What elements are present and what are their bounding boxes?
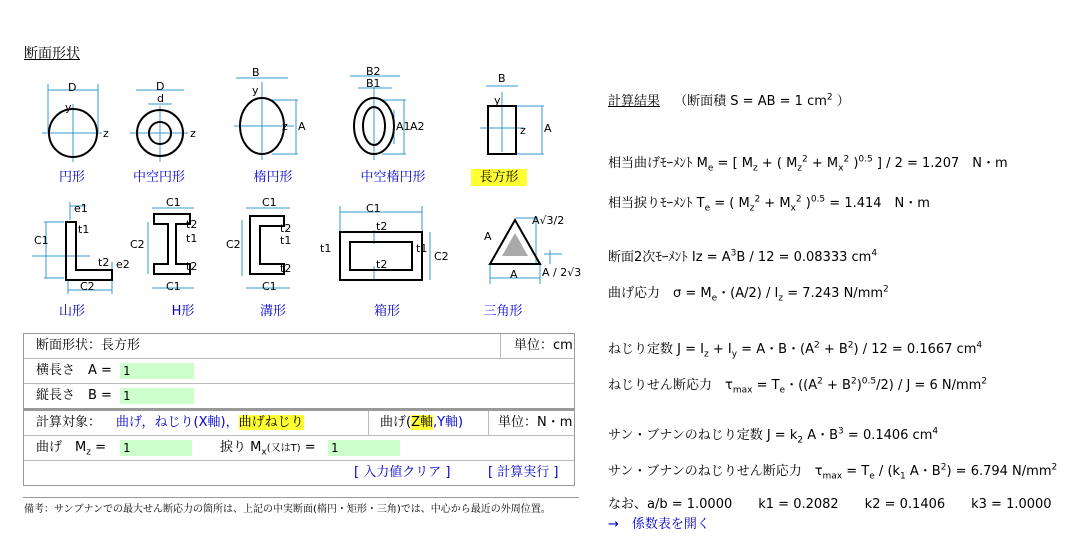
area-sup: 2 <box>826 92 833 103</box>
bend-moment-sub: z <box>86 447 91 458</box>
calc-target-label: 計算対象： <box>36 415 102 430</box>
dim-label: y <box>65 101 72 114</box>
shape-hollow-ellipse[interactable]: 中空楕円形 <box>360 170 426 185</box>
dim-label: A <box>484 230 492 243</box>
dim-label: t2 <box>98 256 110 269</box>
dim-label: C1 <box>262 196 277 209</box>
shape-rectangle[interactable] <box>444 166 554 185</box>
dim-label: B2 <box>366 65 381 78</box>
bending-stress: 曲げ応力 $\sigma = M_e$・$(A/2) / I_z = 7.243$ $N/mm^2$ <box>608 284 889 304</box>
clear-input-button[interactable]: [ 入力値クリア ] <box>354 465 451 480</box>
selected-shape-label: 断面形状：長方形 <box>36 338 141 353</box>
dim-label: A√3/2 <box>532 214 565 227</box>
dim-label: t2 <box>376 258 388 271</box>
shape-box[interactable]: 箱形 <box>373 304 400 319</box>
shape-channel[interactable]: 溝形 <box>259 304 286 319</box>
dim-label: A <box>298 120 306 133</box>
torsion-shear-stress: ねじりせん断応力 $\tau_{max} = T_e$・$((A^2 + B^2)^{0.5}/2) / J = 6$ $N/mm^2$ <box>608 376 988 396</box>
dim-label: B <box>252 66 260 79</box>
dim-label: C2 <box>434 250 449 263</box>
calc-option-bend-torsion[interactable]: 曲げねじり <box>238 415 304 430</box>
bend-moment-input[interactable] <box>120 440 192 456</box>
calc-sep: ， <box>225 415 239 430</box>
dim-label: C2 <box>130 238 145 251</box>
triangle-figure[interactable] <box>476 200 592 290</box>
dim-label: t1 <box>78 223 90 236</box>
bend-axis-z[interactable]: Z軸 <box>411 415 433 430</box>
dim-label: B1 <box>366 77 381 90</box>
divider <box>23 497 579 498</box>
coefficient-line: なお、a/b = 1.0000 k1 = 0.2082 k2 = 0.1406 k3 = 1.0000 <box>608 497 1052 512</box>
dim-label: t1 <box>280 234 292 247</box>
dim-label: z <box>190 127 196 140</box>
calc-option-bend[interactable]: 曲げ <box>116 415 142 430</box>
torsion-moment-label: 捩り M <box>220 440 262 455</box>
dim-label: t2 <box>186 218 198 231</box>
shape-hollow-circle[interactable]: 中空円形 <box>132 170 185 185</box>
width-input[interactable] <box>120 363 194 379</box>
dim-label: A1 <box>396 120 411 133</box>
shape-h-beam[interactable]: H形 <box>171 304 195 319</box>
height-input[interactable] <box>120 388 194 404</box>
dim-label: C1 <box>166 280 181 293</box>
section-title: 断面形状 <box>24 46 80 62</box>
input-form <box>23 333 575 486</box>
dim-label: t2 <box>186 260 198 273</box>
shape-circle[interactable]: 円形 <box>58 170 85 185</box>
dim-label: A <box>510 268 518 281</box>
calc-option-torsion[interactable]: ねじり(X軸) <box>154 415 226 430</box>
dim-label: C2 <box>80 280 95 293</box>
circle-figure[interactable] <box>40 80 120 160</box>
unit-nm-label: 単位：N・m <box>498 415 573 430</box>
area-close: ） <box>832 94 850 109</box>
action-row <box>24 461 574 485</box>
channel-figure[interactable] <box>224 196 314 296</box>
bend-axis-prefix: 曲げ( <box>380 415 412 430</box>
dim-label: z <box>520 124 526 137</box>
shape-angle[interactable]: 山形 <box>58 304 85 319</box>
height-row <box>24 384 574 411</box>
shape-triangle[interactable]: 三角形 <box>483 304 523 319</box>
calc-sep: ， <box>141 415 155 430</box>
hollow-ellipse-figure[interactable] <box>346 65 436 160</box>
dim-label: t2 <box>280 262 292 275</box>
dim-label: C1 <box>366 202 381 215</box>
rectangle-figure[interactable] <box>476 72 556 160</box>
bend-axis-y[interactable]: ,Y軸) <box>432 415 464 430</box>
dim-label: t1 <box>320 242 332 255</box>
dim-label: A2 <box>410 120 425 133</box>
dim-label: C2 <box>226 238 241 251</box>
dim-label: D <box>156 80 165 93</box>
dim-label: z <box>103 127 109 140</box>
dim-label: B <box>498 72 506 85</box>
torsion-constant: ねじり定数 $J = I_z + I_y = A$・B・$(A^2 + B^2) / 12 = 0.1667$ $cm^4$ <box>608 340 983 360</box>
dim-label: t2 <box>280 222 292 235</box>
execute-button[interactable]: [ 計算実行 ] <box>488 465 559 480</box>
area-note: （断面積 S = AB = 1 cm <box>674 94 827 109</box>
moment-row <box>24 436 574 461</box>
h-beam-figure[interactable] <box>128 196 218 296</box>
results-header <box>608 90 850 109</box>
results-heading: 計算結果 <box>608 94 661 109</box>
calc-target-row <box>24 411 574 436</box>
unit-cm-label: 単位：cm <box>514 338 573 353</box>
dim-label: A <box>544 122 552 135</box>
dim-label: t2 <box>376 220 388 233</box>
dim-label: C1 <box>166 196 181 209</box>
hollow-circle-figure[interactable] <box>128 80 208 160</box>
torsion-moment-input[interactable] <box>328 440 400 456</box>
open-coefficient-table-link[interactable]: → 係数表を開く <box>608 517 710 532</box>
dim-label: z <box>282 120 288 133</box>
equiv-bending-moment: 相当曲げﾓｰﾒﾝﾄ $M_e$ = [ $M_z$ + ( $M_z^2 + M_x^2$ )$^{0.5}$ ] / 2 = 1.207 N・m <box>608 154 1008 174</box>
width-row <box>24 359 574 384</box>
torsion-moment-sub: x <box>261 447 267 458</box>
second-moment: 断面2次ﾓｰﾒﾝﾄ $Iz = A^3B / 12 = 0.08333$ $cm^4$ <box>608 248 878 265</box>
equiv-torsion-moment: 相当捩りﾓｰﾒﾝﾄ $T_e$ = ( $M_z^2 + M_x^2$ )$^{0.5}$ = 1.414 N・m <box>608 194 930 214</box>
dim-label: d <box>157 92 164 105</box>
dim-label: D <box>68 81 77 94</box>
shape-ellipse[interactable]: 楕円形 <box>253 170 293 185</box>
saint-venant-constant: サン・ブナンのねじり定数 $J = k_2$ A・$B^3 = 0.1406$ $cm^4$ <box>608 426 939 446</box>
bend-moment-label: 曲げ M <box>36 440 87 455</box>
box-figure[interactable] <box>316 200 449 290</box>
dim-label: y <box>252 84 259 97</box>
torsion-moment-eq: = <box>300 440 316 455</box>
shape-rectangle-label: 長方形 <box>471 169 526 186</box>
dim-label: A / 2√3 <box>542 266 582 279</box>
dim-label: y <box>494 94 501 107</box>
saint-venant-stress: サン・ブナンのねじりせん断応力 $\tau_{max} = T_e / (k_1$ A・$B^2) = 6.794$ $N/mm^2$ <box>608 462 1058 482</box>
width-label: 横長さ A = <box>36 363 112 378</box>
remarks-note: 備考：サンブナンでの最大せん断応力の箇所は、上記の中実断面(楕円・矩形・三角)では、中心から最近の外周位置。 <box>24 504 551 515</box>
dim-label: e2 <box>116 258 130 271</box>
bend-moment-eq: = <box>90 440 106 455</box>
dim-label: t1 <box>416 242 428 255</box>
form-header-row <box>24 334 574 359</box>
dim-label: e1 <box>74 202 88 215</box>
dim-label: C1 <box>262 280 277 293</box>
angle-figure[interactable] <box>30 200 130 300</box>
torsion-moment-paren: (又はT) <box>266 443 301 454</box>
dim-label: t1 <box>186 232 198 245</box>
dim-label: C1 <box>34 234 49 247</box>
height-label: 縦長さ B = <box>36 388 112 403</box>
ellipse-figure[interactable] <box>232 68 312 160</box>
